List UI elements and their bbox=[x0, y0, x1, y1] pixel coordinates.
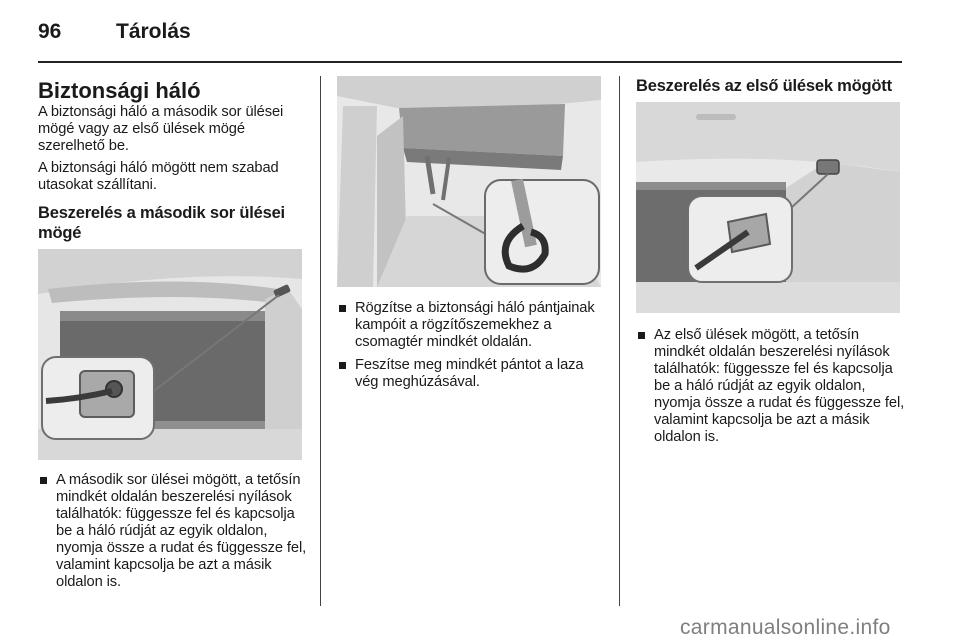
front-seats-illustration bbox=[636, 102, 900, 313]
column-3 bbox=[636, 72, 906, 446]
warning-paragraph: A biztonsági háló mögött nem szabad utasokat szállítani. bbox=[38, 160, 279, 193]
list-item bbox=[337, 300, 607, 351]
header-rule bbox=[38, 61, 902, 63]
column-2 bbox=[337, 72, 607, 391]
strap-hook-illustration bbox=[337, 76, 601, 287]
list-item bbox=[636, 327, 906, 446]
bullet-text: Feszítse meg mindkét pántot a laza vég meghúzásával. bbox=[355, 357, 584, 390]
column-1 bbox=[38, 72, 308, 591]
bullet-marker bbox=[339, 362, 346, 369]
bullet-text: A második sor ülései mögött, a tetősín mindkét oldalán beszerelési nyílások találhatók: függessze fel és kapcsolja be a háló rúdját az egyik oldalon, nyomja össze a rudat és függessze fel, valamint kapcsolja be azt a másik oldalon is. bbox=[56, 472, 307, 590]
column-divider bbox=[320, 76, 321, 606]
page-number: 96 bbox=[38, 20, 62, 43]
second-row-illustration bbox=[38, 249, 302, 460]
column-divider bbox=[619, 76, 620, 606]
bullet-marker bbox=[40, 477, 47, 484]
bullet-marker bbox=[638, 332, 645, 339]
second-row-heading: Beszerelés a második sor ülései mögé bbox=[38, 204, 285, 242]
section-title: Tárolás bbox=[116, 20, 191, 43]
bullet-text: Az első ülések mögött, a tetősín mindkét oldalán beszerelési nyílások találhatók: függessze fel és kapcsolja be a háló rúdját az egyik oldalon, nyomja össze a rudat és függessze fel, valamint kapcsolja be azt a másik oldalon is. bbox=[654, 327, 905, 445]
list-item bbox=[38, 472, 308, 591]
main-heading: Biztonsági háló bbox=[38, 78, 201, 103]
bullet-marker bbox=[339, 305, 346, 312]
watermark: carmanualsonline.info bbox=[680, 616, 891, 639]
bullet-text: Rögzítse a biztonsági háló pántjainak kampóit a rögzítőszemekhez a csomagtér mindkét oldalán. bbox=[355, 300, 595, 350]
intro-paragraph: A biztonsági háló a második sor ülései mögé vagy az első ülések mögé szerelhető be. bbox=[38, 104, 284, 154]
list-item bbox=[337, 357, 607, 391]
front-seats-heading: Beszerelés az első ülések mögött bbox=[636, 77, 892, 95]
